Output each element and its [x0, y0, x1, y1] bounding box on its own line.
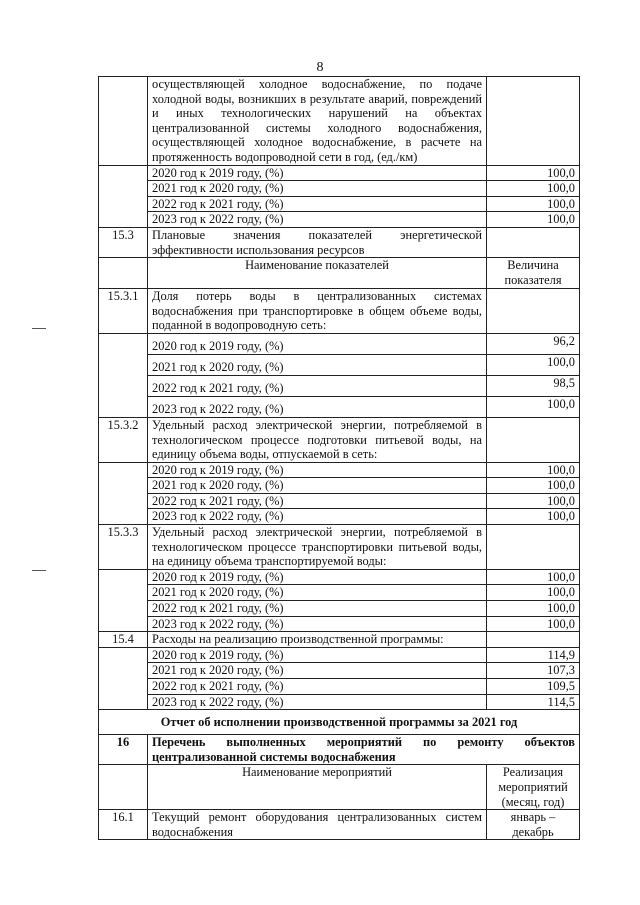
table-row — [99, 396, 580, 417]
indicator-value: 100,0 — [487, 396, 580, 417]
row-number: 16 — [99, 735, 148, 765]
indicator-value: 100,0 — [487, 493, 580, 509]
table-row — [99, 212, 580, 228]
margin-mark — [32, 570, 46, 571]
year-label: 2023 год к 2022 году, (%) — [148, 509, 487, 525]
indicator-value: 100,0 — [487, 354, 580, 375]
table-row — [99, 165, 580, 181]
table-row — [99, 569, 580, 585]
table-row — [99, 77, 580, 166]
table-row — [99, 810, 580, 840]
indicator-text: осуществляющей холодное водоснабжение, по подаче холодной воды, возникших в результате аварий, повреждений и иных технологических нарушений на объектах централизованной системы холодного водоснабжения, осуществляющей холодное водоснабжение, в расчете на протяженность водопроводной сети в год, (ед./км) — [148, 77, 487, 166]
indicator-value: 100,0 — [487, 569, 580, 585]
year-label: 2020 год к 2019 году, (%) — [148, 647, 487, 663]
year-label: 2020 год к 2019 году, (%) — [148, 333, 487, 354]
table-row — [99, 616, 580, 632]
table-row — [99, 585, 580, 601]
report-title: Отчет об исполнении производственной программы за 2021 год — [99, 710, 580, 735]
table-row — [99, 227, 580, 257]
table-row — [99, 493, 580, 509]
section-title: Перечень выполненных мероприятий по ремонту объектов централизованной системы водоснабжения — [148, 735, 580, 765]
indicator-value: 109,5 — [487, 679, 580, 695]
row-number — [99, 258, 148, 289]
indicator-value — [487, 525, 580, 570]
indicator-value: 100,0 — [487, 478, 580, 494]
table-row — [99, 679, 580, 695]
table-row — [99, 333, 580, 354]
indicator-value: 100,0 — [487, 601, 580, 617]
indicator-text: Удельный расход электрической энергии, потребляемой в технологическом процессе подготовки питьевой воды, на единицу объема воды, отпускаемой в сеть: — [148, 417, 487, 462]
row-number: 15.3.1 — [99, 289, 148, 334]
indicator-value — [487, 289, 580, 334]
indicator-value: 114,5 — [487, 694, 580, 710]
page-number: 8 — [316, 60, 324, 75]
row-number: 16.1 — [99, 810, 148, 840]
table-row — [99, 478, 580, 494]
row-number — [99, 77, 148, 166]
indicator-value — [487, 227, 580, 257]
row-number: 15.4 — [99, 632, 148, 648]
year-label: 2022 год к 2021 году, (%) — [148, 375, 487, 396]
indicator-text: Расходы на реализацию производственной программы: — [148, 632, 487, 648]
indicator-value: 100,0 — [487, 509, 580, 525]
indicator-value: 100,0 — [487, 585, 580, 601]
table-row — [99, 417, 580, 462]
section-title: Плановые значения показателей энергетической эффективности использования ресурсов — [148, 227, 487, 257]
row-number: 15.3.3 — [99, 525, 148, 570]
year-label: 2020 год к 2019 году, (%) — [148, 165, 487, 181]
indicator-value: январь – декабрь — [487, 810, 580, 840]
year-label: 2021 год к 2020 году, (%) — [148, 663, 487, 679]
year-label: 2021 год к 2020 году, (%) — [148, 181, 487, 197]
indicator-value: 100,0 — [487, 165, 580, 181]
indicator-text: Текущий ремонт оборудования централизованных систем водоснабжения — [148, 810, 487, 840]
year-label: 2021 год к 2020 году, (%) — [148, 585, 487, 601]
table-row — [99, 601, 580, 617]
column-header-name: Наименование показателей — [148, 258, 487, 289]
indicator-text: Удельный расход электрической энергии, потребляемой в технологическом процессе транспортировки питьевой воды, на единицу объема транспортируемой воды: — [148, 525, 487, 570]
program-table — [98, 76, 580, 840]
year-label: 2021 год к 2020 году, (%) — [148, 354, 487, 375]
year-label: 2023 год к 2022 году, (%) — [148, 212, 487, 228]
year-label: 2022 год к 2021 году, (%) — [148, 493, 487, 509]
year-label: 2022 год к 2021 году, (%) — [148, 679, 487, 695]
table-header-row — [99, 765, 580, 810]
indicator-value: 100,0 — [487, 462, 580, 478]
table-row — [99, 509, 580, 525]
table-row — [99, 181, 580, 197]
indicator-value: 100,0 — [487, 196, 580, 212]
year-label: 2022 год к 2021 году, (%) — [148, 601, 487, 617]
year-label: 2021 год к 2020 году, (%) — [148, 478, 487, 494]
indicator-value: 100,0 — [487, 212, 580, 228]
indicator-value: 114,9 — [487, 647, 580, 663]
margin-mark — [32, 328, 46, 329]
row-number — [99, 462, 148, 524]
table-row — [99, 663, 580, 679]
table-row — [99, 694, 580, 710]
year-label: 2020 год к 2019 году, (%) — [148, 569, 487, 585]
row-number — [99, 647, 148, 709]
year-label: 2023 год к 2022 году, (%) — [148, 694, 487, 710]
column-header-value: Реализация мероприятий (месяц, год) — [487, 765, 580, 810]
table-row — [99, 647, 580, 663]
year-label: 2023 год к 2022 году, (%) — [148, 396, 487, 417]
table-row — [99, 525, 580, 570]
row-number: 15.3.2 — [99, 417, 148, 462]
indicator-value: 100,0 — [487, 181, 580, 197]
row-number: 15.3 — [99, 227, 148, 257]
table-row — [99, 735, 580, 765]
year-label: 2022 год к 2021 году, (%) — [148, 196, 487, 212]
column-header-name: Наименование мероприятий — [148, 765, 487, 810]
row-number — [99, 569, 148, 631]
indicator-value: 98,5 — [487, 375, 580, 396]
table-row — [99, 375, 580, 396]
indicator-text: Доля потерь воды в централизованных системах водоснабжения при транспортировке в общем объеме воды, поданной в водопроводную сеть: — [148, 289, 487, 334]
table-row — [99, 462, 580, 478]
table-row — [99, 196, 580, 212]
table-header-row — [99, 258, 580, 289]
table-row — [99, 710, 580, 735]
table-row — [99, 289, 580, 334]
row-number — [99, 165, 148, 227]
year-label: 2020 год к 2019 году, (%) — [148, 462, 487, 478]
indicator-value: 96,2 — [487, 333, 580, 354]
indicator-value — [487, 417, 580, 462]
row-number — [99, 765, 148, 810]
indicator-value: 107,3 — [487, 663, 580, 679]
indicator-value: 100,0 — [487, 616, 580, 632]
indicator-value — [487, 77, 580, 166]
table-row — [99, 354, 580, 375]
table-row — [99, 632, 580, 648]
indicator-value — [487, 632, 580, 648]
column-header-value: Величина показателя — [487, 258, 580, 289]
row-number — [99, 333, 148, 417]
year-label: 2023 год к 2022 году, (%) — [148, 616, 487, 632]
